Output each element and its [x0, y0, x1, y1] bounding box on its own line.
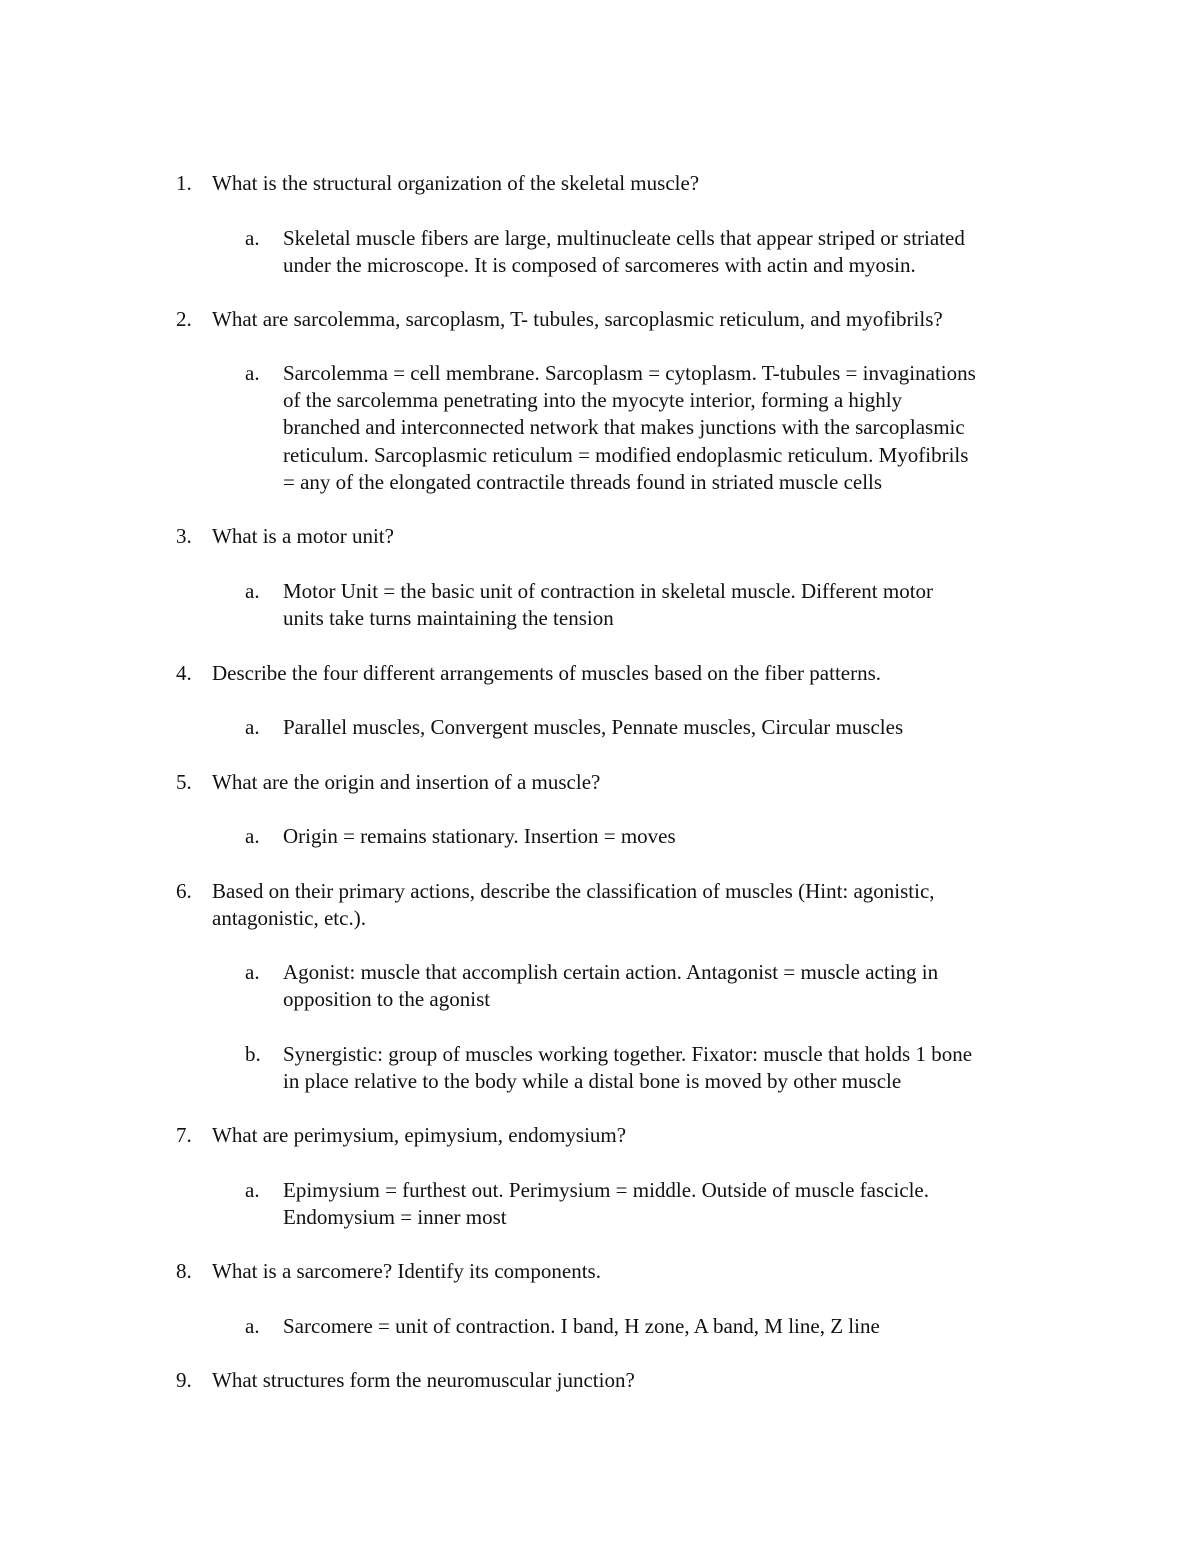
answer-3a-line-2: units take turns maintaining the tension — [283, 606, 614, 630]
answer-3a-letter: a. — [245, 579, 260, 603]
question-6-number: 6. — [176, 879, 192, 903]
answer-6b-letter: b. — [245, 1042, 261, 1066]
question-1-text: What is the structural organization of the skeletal muscle? — [212, 171, 700, 195]
question-7-number: 7. — [176, 1123, 192, 1147]
answer-1a-line-1: Skeletal muscle fibers are large, multinucleate cells that appear striped or striated — [283, 226, 965, 250]
question-1-number: 1. — [176, 171, 192, 195]
question-3-text: What is a motor unit? — [212, 524, 394, 548]
question-3-number: 3. — [176, 524, 192, 548]
question-5-text: What are the origin and insertion of a muscle? — [212, 770, 601, 794]
question-2-text: What are sarcolemma, sarcoplasm, T- tubules, sarcoplasmic reticulum, and myofibrils? — [212, 307, 943, 331]
answer-8a-letter: a. — [245, 1314, 260, 1338]
question-6-text: Based on their primary actions, describe the classification of muscles (Hint: agonistic, — [212, 879, 935, 903]
answer-2a-line-4: reticulum. Sarcoplasmic reticulum = modified endoplasmic reticulum. Myofibrils — [283, 443, 969, 467]
question-4-text: Describe the four different arrangements of muscles based on the fiber patterns. — [212, 661, 882, 685]
answer-6b-line-2: in place relative to the body while a distal bone is moved by other muscle — [283, 1069, 902, 1093]
question-8-text: What is a sarcomere? Identify its components. — [212, 1259, 601, 1283]
answer-2a-letter: a. — [245, 361, 260, 385]
question-9-text: What structures form the neuromuscular junction? — [212, 1368, 635, 1392]
answer-1a-letter: a. — [245, 226, 260, 250]
answer-5a-line-1: Origin = remains stationary. Insertion = moves — [283, 824, 676, 848]
answer-6a-line-2: opposition to the agonist — [283, 987, 491, 1011]
answer-5a-letter: a. — [245, 824, 260, 848]
answer-4a-line-1: Parallel muscles, Convergent muscles, Pennate muscles, Circular muscles — [283, 715, 904, 739]
answer-4a-letter: a. — [245, 715, 260, 739]
question-4-number: 4. — [176, 661, 192, 685]
answer-7a-line-2: Endomysium = inner most — [283, 1205, 507, 1229]
question-9-number: 9. — [176, 1368, 192, 1392]
answer-8a-line-1: Sarcomere = unit of contraction. I band, H zone, A band, M line, Z line — [283, 1314, 880, 1338]
question-8-number: 8. — [176, 1259, 192, 1283]
answer-7a-letter: a. — [245, 1178, 260, 1202]
answer-3a-line-1: Motor Unit = the basic unit of contraction in skeletal muscle. Different motor — [283, 579, 934, 603]
answer-6b-line-1: Synergistic: group of muscles working together. Fixator: muscle that holds 1 bone — [283, 1042, 973, 1066]
answer-2a-line-5: = any of the elongated contractile threads found in striated muscle cells — [283, 470, 883, 494]
answer-7a-line-1: Epimysium = furthest out. Perimysium = middle. Outside of muscle fascicle. — [283, 1178, 930, 1202]
answer-2a-line-3: branched and interconnected network that makes junctions with the sarcoplasmic — [283, 415, 965, 439]
question-6-text-line-2: antagonistic, etc.). — [212, 906, 366, 930]
answer-2a-line-1: Sarcolemma = cell membrane. Sarcoplasm = cytoplasm. T-tubules = invaginations — [283, 361, 976, 385]
answer-2a-line-2: of the sarcolemma penetrating into the myocyte interior, forming a highly — [283, 388, 903, 412]
answer-6a-line-1: Agonist: muscle that accomplish certain action. Antagonist = muscle acting in — [283, 960, 939, 984]
question-5-number: 5. — [176, 770, 192, 794]
question-2-number: 2. — [176, 307, 192, 331]
answer-6a-letter: a. — [245, 960, 260, 984]
answer-1a-line-2: under the microscope. It is composed of sarcomeres with actin and myosin. — [283, 253, 916, 277]
question-7-text: What are perimysium, epimysium, endomysium? — [212, 1123, 627, 1147]
